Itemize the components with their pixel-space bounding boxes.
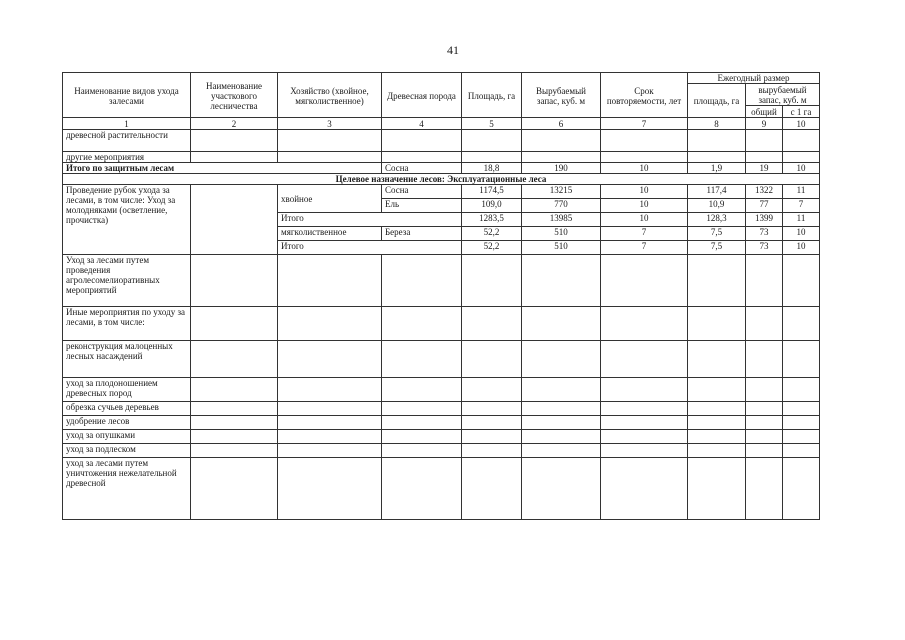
column-number: 4	[382, 118, 462, 130]
economy-conifer: хвойное	[278, 185, 382, 213]
volume-cell: 13215	[522, 185, 601, 199]
header-volume: Вырубаемый запас, куб. м	[522, 73, 601, 118]
annual-area-cell: 1,9	[688, 163, 746, 174]
annual-per-ha-cell: 11	[783, 185, 820, 199]
period-cell: 10	[601, 163, 688, 174]
table-row	[63, 341, 820, 378]
row-label-woody-vegetation: древесной растительности	[63, 130, 191, 152]
annual-area-cell: 10,9	[688, 199, 746, 213]
pine-row	[63, 185, 820, 199]
species-cell: Сосна	[382, 163, 462, 174]
annual-per-ha-cell: 10	[783, 241, 820, 255]
header-economy: Хозяйство (хвойное, мягколиственное)	[278, 73, 382, 118]
column-number: 8	[688, 118, 746, 130]
volume-cell: 770	[522, 199, 601, 213]
volume-cell: 190	[522, 163, 601, 174]
table-row	[63, 430, 820, 444]
row-label-fruiting: уход за плодоношением древесных пород	[63, 378, 191, 402]
row-label-undergrowth: уход за подлеском	[63, 444, 191, 458]
row-label-fertilizing: удобрение лесов	[63, 416, 191, 430]
header-care-type: Наименование видов ухода залесами	[63, 73, 191, 118]
column-number: 10	[783, 118, 820, 130]
annual-total-cell: 19	[746, 163, 783, 174]
header-district: Наименование участкового лесничества	[191, 73, 278, 118]
column-number: 1	[63, 118, 191, 130]
row-label-edges: уход за опушками	[63, 430, 191, 444]
table-row	[63, 458, 820, 520]
annual-area-cell: 128,3	[688, 213, 746, 227]
header-species: Древесная порода	[382, 73, 462, 118]
header-area: Площадь, га	[462, 73, 522, 118]
area-cell: 18,8	[462, 163, 522, 174]
period-cell: 10	[601, 199, 688, 213]
table-row	[63, 130, 820, 152]
section-title: Целевое назначение лесов: Эксплуатационные леса	[63, 174, 820, 185]
area-cell: 52,2	[462, 241, 522, 255]
annual-total-cell: 73	[746, 241, 783, 255]
period-cell: 7	[601, 227, 688, 241]
annual-total-cell: 77	[746, 199, 783, 213]
header-annual-area: площадь, га	[688, 84, 746, 118]
annual-per-ha-cell: 11	[783, 213, 820, 227]
species-cell: Береза	[382, 227, 462, 241]
header-annual-per-ha: с 1 га	[783, 106, 820, 118]
page-number: 41	[447, 43, 459, 57]
area-cell: 52,2	[462, 227, 522, 241]
annual-total-cell: 73	[746, 227, 783, 241]
header-annual-volume: вырубаемый запас, куб. м	[746, 84, 820, 106]
column-number: 9	[746, 118, 783, 130]
birch-total-label: Итого	[278, 241, 462, 255]
column-number: 7	[601, 118, 688, 130]
annual-area-cell: 7,5	[688, 227, 746, 241]
column-number: 6	[522, 118, 601, 130]
section-row	[63, 174, 820, 185]
period-cell: 10	[601, 185, 688, 199]
annual-per-ha-cell: 10	[783, 163, 820, 174]
header-period: Срок повторяемости, лет	[601, 73, 688, 118]
protective-total-label: Итого по защитным лесам	[63, 163, 382, 174]
protective-total-row	[63, 163, 820, 174]
annual-area-cell: 7,5	[688, 241, 746, 255]
row-label-other-measures: другие мероприятия	[63, 152, 191, 163]
volume-cell: 510	[522, 241, 601, 255]
row-label-thinning: Проведение рубок ухода за лесами, в том числе: Уход за молодняками (осветление, прочистка)	[63, 185, 191, 255]
table-row	[63, 307, 820, 341]
period-cell: 10	[601, 213, 688, 227]
row-label-other-care: Иные мероприятия по уходу за лесами, в том числе:	[63, 307, 191, 341]
economy-deciduous: мягколиственное	[278, 227, 382, 241]
table-row	[63, 416, 820, 430]
column-number: 2	[191, 118, 278, 130]
area-cell: 109,0	[462, 199, 522, 213]
annual-area-cell: 117,4	[688, 185, 746, 199]
period-cell: 7	[601, 241, 688, 255]
species-cell: Сосна	[382, 185, 462, 199]
table-row	[63, 444, 820, 458]
column-number: 3	[278, 118, 382, 130]
row-label-pruning: обрезка сучьев деревьев	[63, 402, 191, 416]
column-number-row	[63, 118, 820, 130]
area-cell: 1283,5	[462, 213, 522, 227]
volume-cell: 510	[522, 227, 601, 241]
row-label-reconstruction: реконструкция малоценных лесных насаждений	[63, 341, 191, 378]
annual-per-ha-cell: 7	[783, 199, 820, 213]
annual-total-cell: 1399	[746, 213, 783, 227]
conifer-total-label: Итого	[278, 213, 462, 227]
row-label-agro: Уход за лесами путем проведения агролесомелиоративных мероприятий	[63, 255, 191, 307]
header-annual-size: Ежегодный размер	[688, 73, 820, 84]
table-row	[63, 378, 820, 402]
table-row	[63, 152, 820, 163]
table-row	[63, 255, 820, 307]
species-cell: Ель	[382, 199, 462, 213]
area-cell: 1174,5	[462, 185, 522, 199]
table-row	[63, 402, 820, 416]
annual-per-ha-cell: 10	[783, 227, 820, 241]
row-label-unwanted: уход за лесами путем уничтожения нежелательной древесной	[63, 458, 191, 520]
header-annual-total: общий	[746, 106, 783, 118]
volume-cell: 13985	[522, 213, 601, 227]
column-number: 5	[462, 118, 522, 130]
annual-total-cell: 1322	[746, 185, 783, 199]
forest-care-table	[62, 72, 820, 520]
